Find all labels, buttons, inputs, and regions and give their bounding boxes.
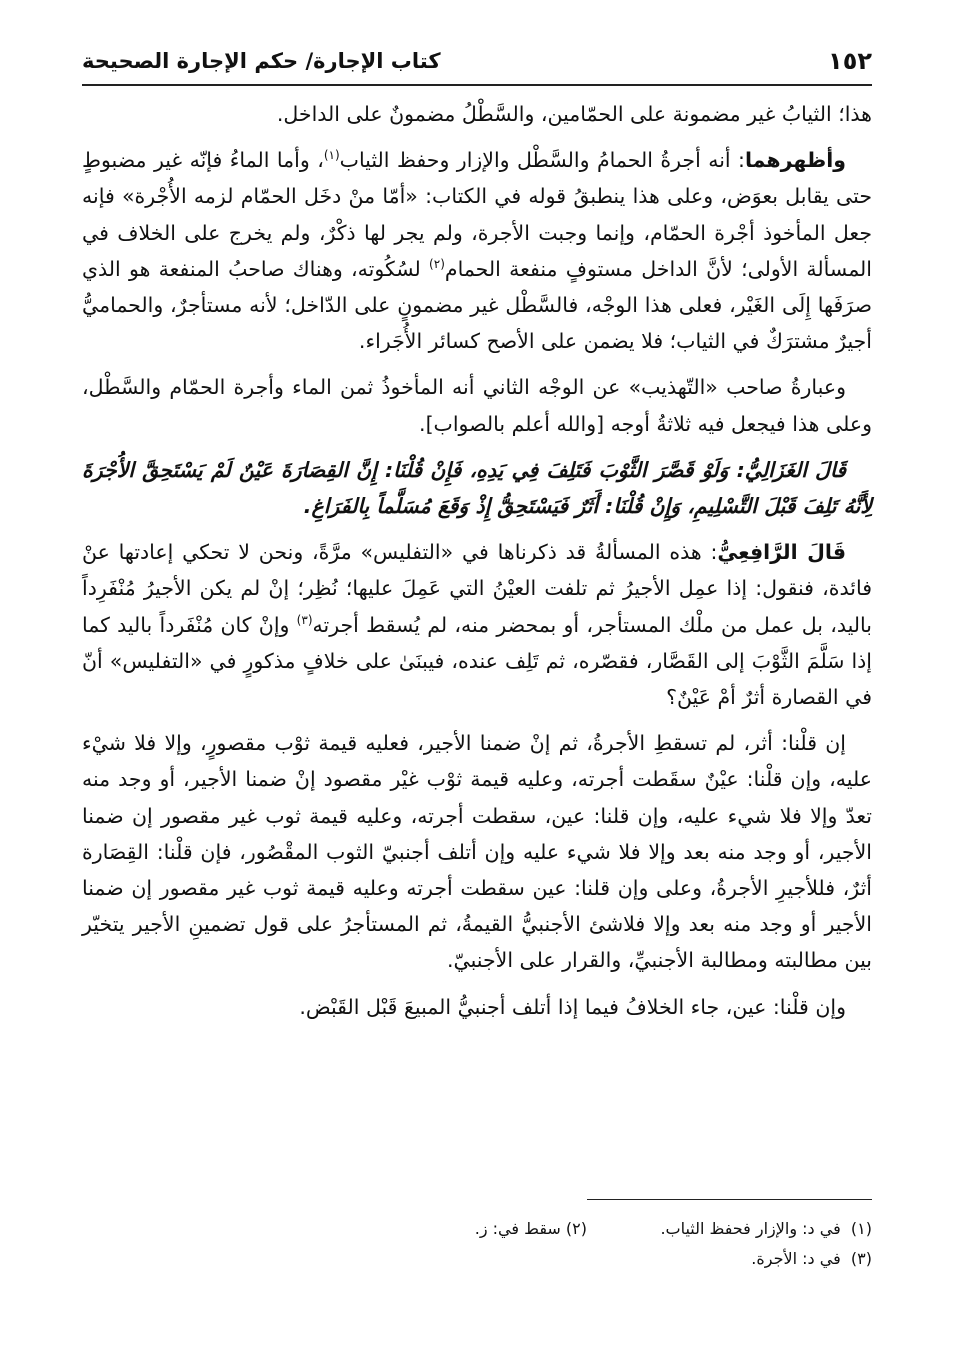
paragraph-2-lead: وأظهرهما [744, 148, 846, 173]
footnote-row-2 [82, 1244, 872, 1274]
footnote-ref-3: (٣) [296, 612, 313, 627]
footnote-3-text: في د: الأجرة. [751, 1249, 841, 1268]
footnote-2-text: سقط في: ز. [474, 1219, 561, 1238]
paragraph-5-text-a: : هذه المسألةُ قد ذكرناها في «التفليس» مرَّةً، ونحن لا تحكي إعادتها عنْ فائدة، فنقول: إذا عمِل الأجيرُ ثم تلفت العيْنُ التي عَمِلَ عليها؛ نُظِر؛ إنْ لم يكن الأجيرُ مُنْفَرِداً باليد، بل عمل من ملْك المستأجر، أو بمحضر منه، لم يُسقط أجرته [82, 540, 873, 637]
footnote-2 [302, 1214, 587, 1244]
page-number: ١٥٢ [828, 47, 872, 75]
paragraph-1: هذا؛ الثيابُ غير مضمونة على الحمّامين، والسَّطْلُ مضمونٌ على الداخل. [276, 102, 872, 126]
footnote-3 [587, 1244, 872, 1274]
paragraph-5-lead: قَالَ الرَّافِعِيُّ [717, 540, 846, 565]
paragraph-2-text-a: : أنه أجرةُ الحمامُ والسَّطْل والإزار وحفظ الثياب [339, 148, 745, 173]
paragraph-2-text-c: لسُكُوته، وهناك صاحبُ المنفعة هو الذي صرَفَها إِلَى الغَيْر، فعلى هذا الوجْه، فالسَّطْل غير مضمونٍ على الدّاخل؛ لأنه مستأجرٌ، والحماميُّ أجيرٌ مشترَكٌ في الثياب؛ فلا يضمن على الأصح كسائر الأُجَراء. [82, 256, 872, 354]
running-title: كتاب الإجارة/ حكم الإجارة الصحيحة [82, 49, 441, 73]
footnote-1-number: (١) [850, 1219, 872, 1238]
paragraph-2-text-b: ، وأما الماءُ فإنّه غير مضبوطٍ حتى يقابل بعوَض، وعلى هذا ينطبقُ قوله في الكتاب: «أمّا منْ دخَل الحمّام لزمه الأُجْرة» فإنه جعل المأخوذ أجْرة الحمّام، وإنما وجبت الأجرة، ولم يجر لها ذكْرٌ، ولم يخرج على الخلاف في المسألة الأولى؛ لأنَّ الداخل مستوفٍ منفعة الحمام [82, 148, 872, 281]
footnote-3-number: (٣) [850, 1249, 872, 1268]
footnote-divider [587, 1199, 872, 1200]
body-text [82, 96, 872, 1035]
paragraph-7: وإن قلْنا: عين، جاء الخلافُ فيما إذا أتلف أجنبيُّ المبيعَ قَبْل القَبْض. [299, 994, 846, 1019]
paragraph-5 [82, 534, 872, 715]
footnote-1 [587, 1214, 872, 1244]
paragraph-5-text-b: وإنْ كان مُنْفَرداً باليد كما إذا سَلَّمَ الثَّوْبَ إلى القَصَّار، فقصّره، ثم تَلِف عنده، فيبنَىٰ على خلافٍ مذكورٍ في «التفليس» أنّ في القصارة أثرٌ أمْ عَيْنٌ؟ [82, 612, 872, 710]
paragraph-3: وعبارةُ صاحب «التّهذيب» عن الوجْه الثاني أنه المأخوذُ ثمن الماء وأجرة الحمّام والسَّطْل، وعلى هذا فيجعل فيه ثلاثةُ أوجه [والله أعلم بالصواب]. [82, 375, 872, 436]
footnotes [82, 1214, 872, 1274]
footnote-ref-1: (١) [323, 148, 340, 163]
paragraph-2 [82, 142, 872, 359]
footnote-ref-2: (٢) [429, 256, 445, 271]
paragraph-4-quote: قَالَ الغَزَالِيُّ: وَلَوْ قَصَّرَ الثَّوْبَ فَتَلِفَ فِي يَدِهِ، فَإِنْ قُلْنَا: إِنَّ القِصَارَةَ عَيْنٌ لَمْ يَسْتَحِقَّ الأُجْرَةَ لِأَنَّهُ تَلِفَ قَبْلَ التَّسْلِيمِ، وَإِنْ قُلْنَا: أَثَرٌ فَيَسْتَحِقُّ إِذْ وَقَعَ مُسَلَّماً بِالفَرَاغِ. [82, 457, 872, 519]
page-header [82, 38, 872, 86]
footnote-row-1 [82, 1214, 872, 1244]
footnote-1-text: في د: والإزار فحفظ الثياب. [660, 1219, 841, 1238]
paragraph-6: إن قلْنا: أثر، لم تسقطِ الأجرةُ، ثم إنْ ضمنا الأجير، فعليه قيمة ثوْب مقصورٍ، وإلا فلا شيْء عليه، وإن قلْنا: عيْنٌ سقَطت أجرته، وعليه قيمة ثوْب غيْر مقصود إنْ ضمنا الأجير، أو وجد منه تعدّ وإلا فلا شيء عليه، وإن قلنا: عين، سقطت أجرته، وعليه قيمة ثوب غير مقصور إن ضمنا الأجير، أو وجد منه بعد وإلا فلا شيء عليه وإن أتلف أجنبيّ الثوب المقْصُور، فإن قلْنا: القِصَارة أثرٌ، فللأجيرِ الأجرةُ، وعلى وإن قلنا: عين سقطت أجرته وعليه قيمة ثوب غير مقصور إن ضمنا الأجير أو وجد منه بعد وإلا فلاشئ الأجنبيُّ القيمةُ، ثم المستأجرُ على قول تضمينِ الأجير يتخيّر بين مطالبته ومطالبة الأجنبيِّ، والقرار على الأجنبيّ. [82, 731, 872, 973]
footnote-2-number: (٢) [565, 1219, 587, 1238]
